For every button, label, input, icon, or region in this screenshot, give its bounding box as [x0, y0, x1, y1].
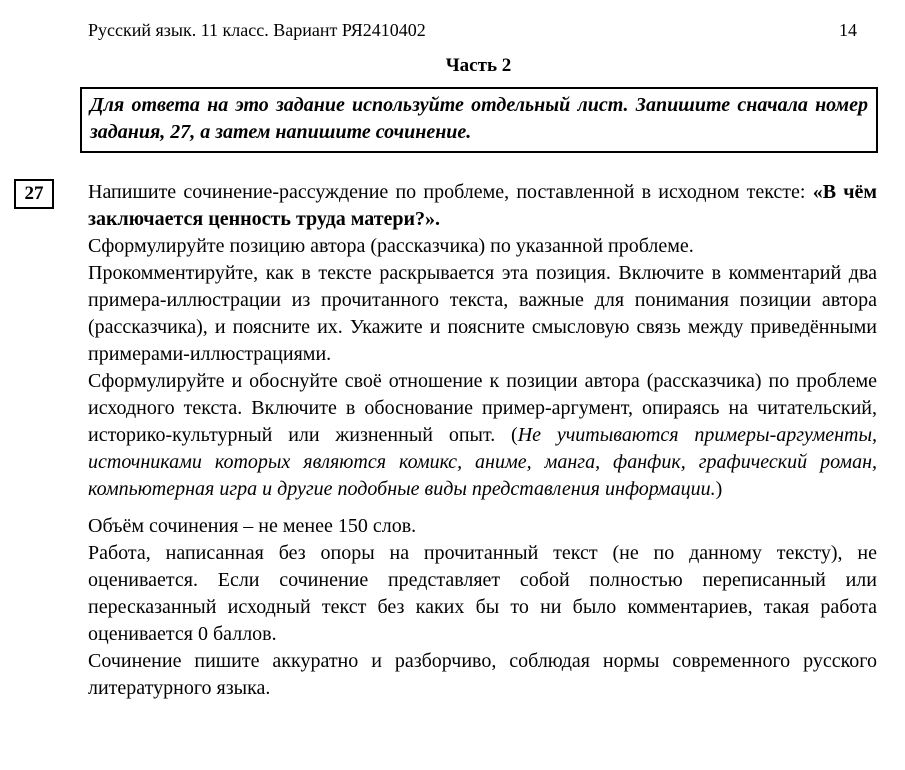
task-text: [88, 179, 877, 702]
task-p1-topic: «В чём заключается ценность труда матери?».: [88, 181, 878, 230]
task-27: [0, 179, 905, 702]
page-header: [0, 0, 905, 41]
instruction-text: Для ответа на это задание используйте отдельный лист. Запишите сначала номер задания, 27, а затем напишите сочинение.: [90, 94, 868, 143]
task-number-box: [14, 179, 54, 209]
part-title: Часть 2: [445, 55, 512, 76]
task-paragraph-6: Работа, написанная без опоры на прочитанный текст (не по данному тексту), не оценивается. Если сочинение представляет собой полностью переписанный или пересказанный исходный текст без каких бы то ни было комментариев, такая работа оценивается 0 баллов.: [88, 542, 877, 645]
task-p1-intro: Напишите сочинение-рассуждение по проблеме, поставленной в исходном тексте:: [88, 181, 813, 203]
header-title: Русский язык. 11 класс. Вариант РЯ2410402: [88, 20, 426, 40]
task-paragraph-7: Сочинение пишите аккуратно и разборчиво, соблюдая нормы современного русского литературного языка.: [88, 650, 877, 699]
page-number: 14: [839, 20, 857, 40]
task-p4-close: ): [715, 478, 723, 500]
task-paragraph-1: [88, 179, 877, 233]
instruction-box: [80, 87, 878, 153]
task-number: 27: [24, 183, 44, 204]
task-paragraph-2: Сформулируйте позицию автора (рассказчика) по указанной проблеме.: [88, 235, 694, 257]
task-paragraph-3: Прокомментируйте, как в тексте раскрывается эта позиция. Включите в комментарий два примера-иллюстрации из прочитанного текста, важные для понимания позиции автора (рассказчика), и поясните их. Укажите и поясните смысловую связь между приведёнными примерами-иллюстрациями.: [88, 262, 877, 365]
task-p4-main: Сформулируйте и обоснуйте своё отношение к позиции автора (рассказчика) по проблеме исходного текста. Включите в обоснование пример-аргумент, опираясь на читательский, историко-культурный или жизненный опыт. (: [88, 370, 877, 446]
task-p4-note: Не учитываются примеры-аргументы, источниками которых являются комикс, аниме, манга, фанфик, графический роман, компьютерная игра и другие подобные виды представления информации.: [88, 424, 877, 500]
task-paragraph-5: Объём сочинения – не менее 150 слов.: [88, 515, 417, 537]
task-paragraph-4: [88, 368, 877, 503]
